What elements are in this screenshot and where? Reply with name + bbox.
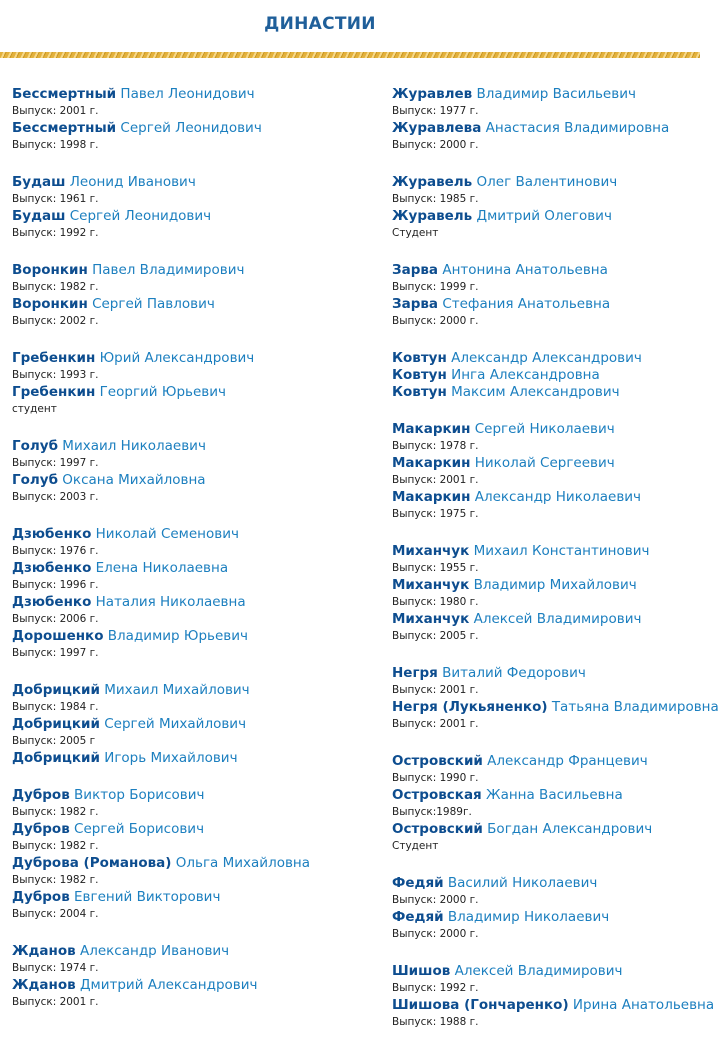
- person-name: [392, 821, 697, 838]
- graduation-info: Выпуск: 2005 г: [12, 735, 96, 747]
- person-surname: Гребенкин: [12, 350, 96, 366]
- person-surname: Жданов: [12, 943, 76, 959]
- dynasty-group: [12, 86, 382, 154]
- person-given-name: Сергей Леонидович: [69, 208, 212, 224]
- person-given-name: Евгений Викторович: [74, 889, 221, 905]
- graduation-info: Выпуск: 1988 г.: [392, 1016, 479, 1028]
- dynasty-group: [392, 350, 697, 401]
- person-name: [12, 628, 382, 645]
- graduation-info: Выпуск: 1984 г.: [12, 701, 99, 713]
- dynasty-group: [12, 682, 382, 767]
- person-given-name: Татьяна Владимировна: [551, 699, 719, 715]
- person-name: [392, 120, 697, 137]
- graduation-info: Студент: [392, 840, 439, 852]
- dynasty-group: [392, 875, 697, 943]
- person-given-name: Игорь Михайлович: [104, 750, 238, 766]
- person-surname: Дубров: [12, 821, 70, 837]
- person-surname: Будаш: [12, 174, 66, 190]
- dynasty-group: [392, 421, 697, 523]
- person-surname: Макаркин: [392, 455, 471, 471]
- person-given-name: Сергей Борисович: [74, 821, 205, 837]
- person-surname: Ковтун: [392, 367, 447, 383]
- person-name: [392, 174, 697, 191]
- graduation-info: Выпуск: 1982 г.: [12, 281, 99, 293]
- person-surname: Дубров: [12, 787, 70, 803]
- person-given-name: Анастасия Владимировна: [485, 120, 670, 136]
- person-surname: Дорошенко: [12, 628, 104, 644]
- person-name: [392, 384, 697, 401]
- dynasty-group: [392, 86, 697, 154]
- person-name: [392, 262, 697, 279]
- person-surname: Журавель: [392, 174, 473, 190]
- person-given-name: Александр Францевич: [487, 753, 648, 769]
- graduation-info: Выпуск: 1999 г.: [392, 281, 479, 293]
- graduation-info: Выпуск: 1978 г.: [392, 440, 479, 452]
- person-given-name: Владимир Васильевич: [476, 86, 636, 102]
- person-given-name: Владимир Михайлович: [473, 577, 637, 593]
- person-given-name: Александр Николаевич: [474, 489, 642, 505]
- person-surname: Островский: [392, 821, 483, 837]
- graduation-info: Выпуск: 1977 г.: [392, 105, 479, 117]
- person-surname: Жданов: [12, 977, 76, 993]
- dynasty-group: [12, 526, 382, 662]
- person-name: [392, 665, 697, 682]
- person-given-name: Сергей Николаевич: [474, 421, 615, 437]
- person-surname: Голуб: [12, 472, 58, 488]
- graduation-info: студент: [12, 403, 57, 415]
- person-given-name: Александр Иванович: [79, 943, 230, 959]
- dynasty-group: [12, 787, 382, 923]
- person-surname: Миханчук: [392, 611, 470, 627]
- person-given-name: Виталий Федорович: [442, 665, 586, 681]
- person-given-name: Павел Владимирович: [92, 262, 245, 278]
- dynasty-group: [12, 262, 382, 330]
- graduation-info: Выпуск: 2001 г.: [12, 105, 99, 117]
- graduation-info: Выпуск: 1992 г.: [392, 982, 479, 994]
- graduation-info: Выпуск: 2001 г.: [392, 684, 479, 696]
- person-given-name: Михаил Михайлович: [104, 682, 250, 698]
- person-given-name: Елена Николаевна: [95, 560, 229, 576]
- graduation-info: Выпуск: 1975 г.: [392, 508, 479, 520]
- person-name: [12, 86, 382, 103]
- person-given-name: Виктор Борисович: [74, 787, 205, 803]
- person-surname: Будаш: [12, 208, 66, 224]
- graduation-info: Выпуск: 1992 г.: [12, 227, 99, 239]
- person-given-name: Ирина Анатольевна: [572, 997, 715, 1013]
- person-surname: Дубров: [12, 889, 70, 905]
- person-given-name: Оксана Михайловна: [62, 472, 206, 488]
- person-name: [12, 208, 382, 225]
- person-surname: Федяй: [392, 909, 444, 925]
- graduation-info: Выпуск: 2001 г.: [12, 996, 99, 1008]
- person-name: [12, 472, 382, 489]
- graduation-info: Выпуск: 2006 г.: [12, 613, 99, 625]
- person-surname: Федяй: [392, 875, 444, 891]
- person-surname: Шишов: [392, 963, 451, 979]
- person-name: [12, 174, 382, 191]
- dynasty-group: [392, 262, 697, 330]
- person-given-name: Жанна Васильевна: [486, 787, 623, 803]
- graduation-info: Выпуск: 1990 г.: [392, 772, 479, 784]
- person-given-name: Владимир Николаевич: [447, 909, 610, 925]
- graduation-info: Выпуск: 1982 г.: [12, 874, 99, 886]
- person-surname: Журавлев: [392, 86, 473, 102]
- person-name: [392, 909, 697, 926]
- person-given-name: Александр Александрович: [451, 350, 642, 366]
- person-given-name: Сергей Павлович: [92, 296, 215, 312]
- person-name: [12, 787, 382, 804]
- person-given-name: Георгий Юрьевич: [99, 384, 226, 400]
- person-name: [392, 421, 697, 438]
- dynasty-group: [12, 350, 382, 418]
- person-surname: Журавлева: [392, 120, 482, 136]
- person-name: [12, 821, 382, 838]
- dynasty-group: [392, 543, 697, 645]
- graduation-info: Выпуск: 2002 г.: [12, 315, 99, 327]
- dynasty-group: [12, 174, 382, 242]
- graduation-info: Выпуск: 1993 г.: [12, 369, 99, 381]
- person-surname: Дзюбенко: [12, 594, 92, 610]
- person-surname: Макаркин: [392, 421, 471, 437]
- dynasty-group: [392, 665, 719, 733]
- person-name: [12, 594, 382, 611]
- person-name: [12, 889, 382, 906]
- left-column: [12, 86, 382, 1031]
- person-name: [392, 787, 697, 804]
- dynasty-group: [392, 963, 715, 1031]
- person-surname: Миханчук: [392, 577, 470, 593]
- person-surname: Зарва: [392, 296, 439, 312]
- graduation-info: Выпуск: 1982 г.: [12, 840, 99, 852]
- graduation-info: Выпуск: 1997 г.: [12, 647, 99, 659]
- person-surname: Макаркин: [392, 489, 471, 505]
- person-surname: Негря (Лукьяненко): [392, 699, 548, 715]
- person-given-name: Сергей Леонидович: [120, 120, 262, 136]
- person-surname: Дзюбенко: [12, 526, 92, 542]
- person-surname: Миханчук: [392, 543, 470, 559]
- graduation-info: Студент: [392, 227, 439, 239]
- person-name: [392, 489, 697, 506]
- person-surname: Ковтун: [392, 384, 447, 400]
- graduation-info: Выпуск: 1985 г.: [392, 193, 479, 205]
- person-name: [12, 716, 382, 733]
- person-name: [12, 120, 382, 137]
- person-name: [12, 682, 382, 699]
- graduation-info: Выпуск: 2004 г.: [12, 908, 99, 920]
- person-name: [12, 262, 382, 279]
- graduation-info: Выпуск: 1997 г.: [12, 457, 99, 469]
- person-surname: Добрицкий: [12, 682, 100, 698]
- person-name: [392, 350, 697, 367]
- dynasty-group: [12, 943, 382, 1011]
- graduation-info: Выпуск: 2000 г.: [392, 928, 479, 940]
- person-name: [392, 611, 697, 628]
- person-name: [392, 753, 697, 770]
- person-name: [392, 86, 697, 103]
- person-surname: Журавель: [392, 208, 473, 224]
- graduation-info: Выпуск: 1998 г.: [12, 139, 99, 151]
- dynasty-group: [392, 174, 697, 242]
- page-title: ДИНАСТИИ: [264, 14, 376, 34]
- person-surname: Островская: [392, 787, 482, 803]
- person-given-name: Антонина Анатольевна: [442, 262, 608, 278]
- person-given-name: Стефания Анатольевна: [442, 296, 611, 312]
- person-given-name: Дмитрий Александрович: [79, 977, 258, 993]
- graduation-info: Выпуск:1989г.: [392, 806, 472, 818]
- person-name: [392, 208, 697, 225]
- graduation-info: Выпуск: 2005 г.: [392, 630, 479, 642]
- person-given-name: Михаил Николаевич: [62, 438, 206, 454]
- person-surname: Воронкин: [12, 296, 88, 312]
- person-name: [392, 699, 719, 716]
- dynasty-group: [392, 753, 697, 855]
- person-name: [392, 455, 697, 472]
- graduation-info: Выпуск: 2000 г.: [392, 315, 479, 327]
- person-given-name: Инга Александровна: [451, 367, 600, 383]
- person-given-name: Алексей Владимирович: [473, 611, 642, 627]
- dynasty-group: [12, 438, 382, 506]
- person-given-name: Павел Леонидович: [120, 86, 255, 102]
- person-name: [392, 997, 715, 1014]
- graduation-info: Выпуск: 2000 г.: [392, 894, 479, 906]
- person-surname: Бессмертный: [12, 86, 117, 102]
- graduation-info: Выпуск: 1996 г.: [12, 579, 99, 591]
- graduation-info: Выпуск: 1976 г.: [12, 545, 99, 557]
- person-given-name: Дмитрий Олегович: [476, 208, 612, 224]
- person-name: [12, 977, 382, 994]
- person-name: [392, 963, 697, 980]
- person-surname: Ковтун: [392, 350, 447, 366]
- person-given-name: Алексей Владимирович: [454, 963, 623, 979]
- person-surname: Зарва: [392, 262, 439, 278]
- person-given-name: Сергей Михайлович: [104, 716, 247, 732]
- person-surname: Дуброва (Романова): [12, 855, 172, 871]
- rope-divider: [0, 52, 700, 58]
- person-given-name: Ольга Михайловна: [175, 855, 311, 871]
- person-surname: Шишова (Гончаренко): [392, 997, 569, 1013]
- person-name: [12, 384, 382, 401]
- person-name: [392, 577, 697, 594]
- person-name: [12, 526, 382, 543]
- person-given-name: Юрий Александрович: [99, 350, 255, 366]
- person-name: [392, 875, 697, 892]
- person-name: [392, 296, 697, 313]
- person-given-name: Леонид Иванович: [69, 174, 196, 190]
- person-name: [392, 543, 697, 560]
- graduation-info: Выпуск: 1982 г.: [12, 806, 99, 818]
- person-surname: Добрицкий: [12, 750, 100, 766]
- person-surname: Голуб: [12, 438, 58, 454]
- person-given-name: Богдан Александрович: [487, 821, 653, 837]
- person-given-name: Владимир Юрьевич: [107, 628, 248, 644]
- person-given-name: Максим Александрович: [451, 384, 620, 400]
- person-given-name: Николай Семенович: [95, 526, 239, 542]
- person-given-name: Николай Сергеевич: [474, 455, 615, 471]
- person-surname: Дзюбенко: [12, 560, 92, 576]
- right-column: [392, 86, 719, 1051]
- graduation-info: Выпуск: 1980 г.: [392, 596, 479, 608]
- graduation-info: Выпуск: 2001 г.: [392, 718, 479, 730]
- person-name: [12, 750, 382, 767]
- person-given-name: Наталия Николаевна: [95, 594, 246, 610]
- person-surname: Бессмертный: [12, 120, 117, 136]
- person-name: [392, 367, 697, 384]
- person-name: [12, 438, 382, 455]
- graduation-info: Выпуск: 2003 г.: [12, 491, 99, 503]
- graduation-info: Выпуск: 1955 г.: [392, 562, 479, 574]
- person-name: [12, 296, 382, 313]
- person-surname: Островский: [392, 753, 483, 769]
- graduation-info: Выпуск: 2001 г.: [392, 474, 479, 486]
- person-name: [12, 943, 382, 960]
- graduation-info: Выпуск: 2000 г.: [392, 139, 479, 151]
- graduation-info: Выпуск: 1961 г.: [12, 193, 99, 205]
- person-surname: Гребенкин: [12, 384, 96, 400]
- graduation-info: Выпуск: 1974 г.: [12, 962, 99, 974]
- person-given-name: Василий Николаевич: [447, 875, 598, 891]
- person-given-name: Михаил Константинович: [473, 543, 650, 559]
- person-surname: Добрицкий: [12, 716, 100, 732]
- person-surname: Негря: [392, 665, 438, 681]
- person-name: [12, 855, 382, 872]
- person-surname: Воронкин: [12, 262, 88, 278]
- person-name: [12, 350, 382, 367]
- person-name: [12, 560, 382, 577]
- person-given-name: Олег Валентинович: [476, 174, 618, 190]
